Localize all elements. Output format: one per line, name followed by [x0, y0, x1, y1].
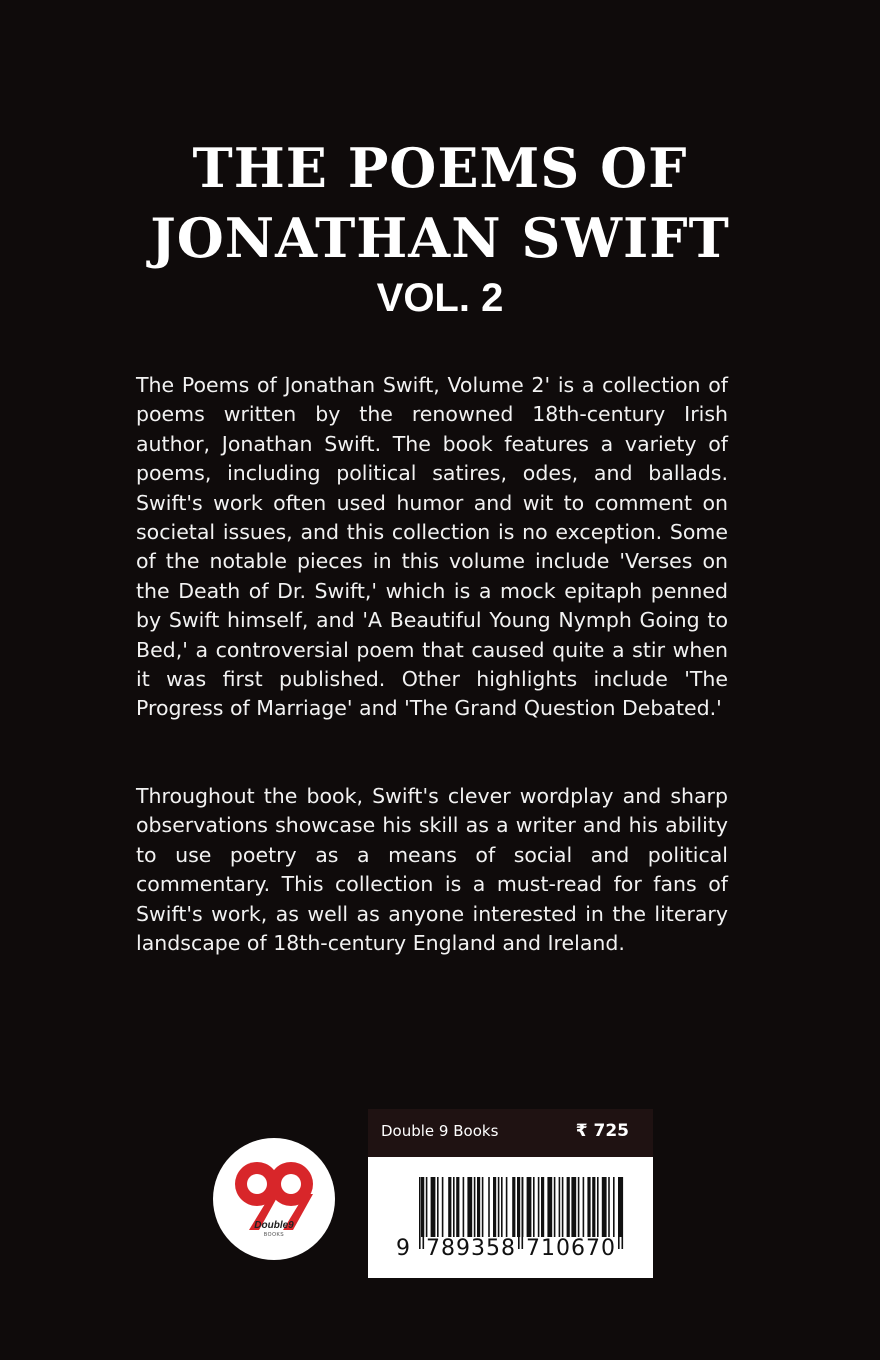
publisher-logo	[213, 1138, 335, 1260]
title-line-2: JONATHAN SWIFT	[150, 206, 730, 270]
blurb-paragraph-2: Throughout the book, Swift's clever wordplay and sharp observations showcase his skill as a writer and his ability to use poetry as a means of social and political commentary. This collection is a must-read for fans of Swift's work, as well as anyone interested in the literary landscape of 18th-century England and Ireland.	[136, 784, 728, 956]
isbn-lead-digit: 9	[396, 1236, 410, 1261]
blurb-paragraph-1: The Poems of Jonathan Swift, Volume 2' is a collection of poems written by the renowned 18th-century Irish author, Jonathan Swift. The book features a variety of poems, including political satires, odes, and ballads. Swift's work often used humor and wit to comment on societal issues, and this collection is no exception. Some of the notable pieces in this volume include 'Verses on the Death of Dr. Swift,' which is a mock epitaph penned by Swift himself, and 'A Beautiful Young Nymph Going to Bed,' a controversial poem that caused quite a stir when it was first published. Other highlights include 'The Progress of Marriage' and 'The Grand Question Debated.'	[136, 373, 728, 721]
isbn-left-digits: 789358	[426, 1236, 516, 1261]
publisher-name: Double 9 Books	[381, 1122, 499, 1140]
isbn-right-digits: 710670	[526, 1236, 616, 1261]
title-line-1: THE POEMS OF	[192, 136, 688, 200]
volume-label: VOL. 2	[376, 276, 504, 320]
logo-name: Double9	[254, 1220, 294, 1231]
price-label: ₹ 725	[575, 1121, 629, 1141]
price-box	[368, 1109, 653, 1157]
double9-books-logo-icon	[213, 1138, 335, 1260]
logo-sub: BOOKS	[263, 1232, 285, 1238]
barcode	[368, 1157, 653, 1278]
